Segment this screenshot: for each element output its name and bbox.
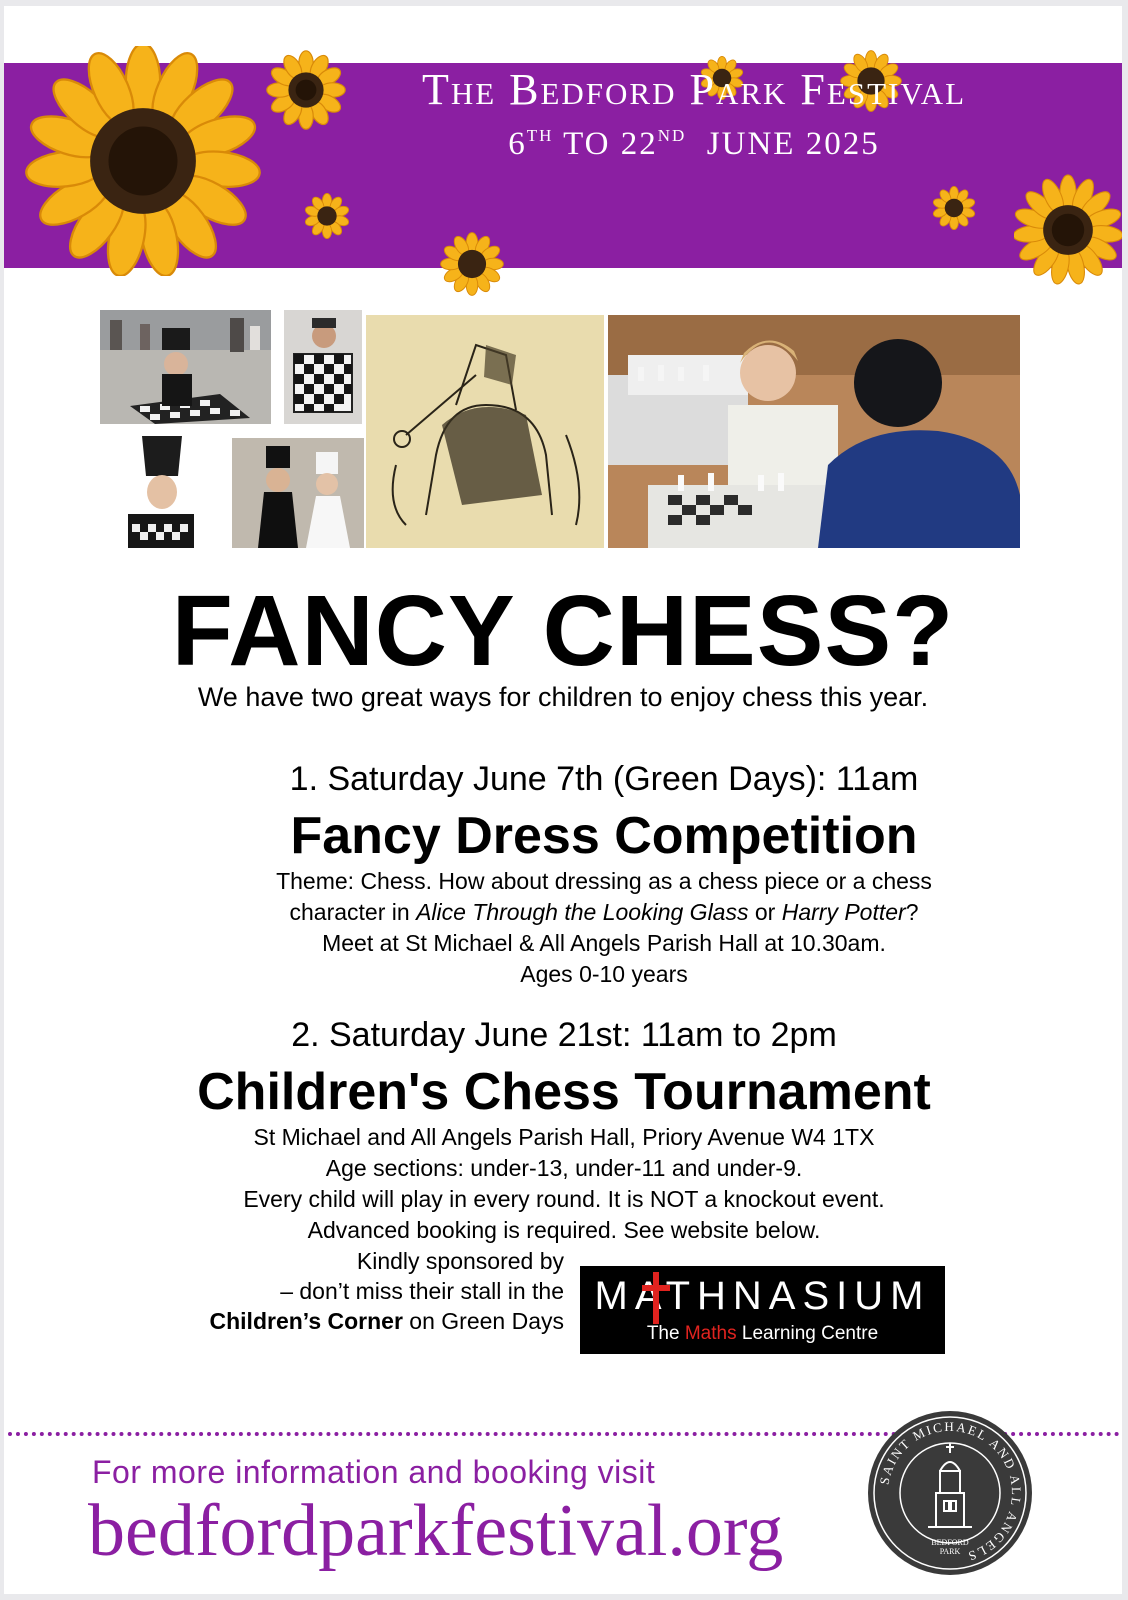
event1-title: Fancy Dress Competition [290,807,918,865]
photo-white-knight-illustration [366,315,604,548]
footer-info-text: For more information and booking visit [92,1454,656,1490]
event1-desc-line: Meet at St Michael & All Angels Parish Hall at 10.30am. [322,930,886,956]
photo-children-playing-chess [608,315,1020,548]
sponsor-line: – don’t miss their stall in the [280,1278,564,1304]
logo-plus-icon [636,1268,676,1328]
photo-chess-parade [100,310,271,424]
church-seal-icon [866,1409,1034,1577]
photo-chessboard-costume [284,310,362,424]
headline: FANCY CHESS? [171,575,955,687]
sunflower-icon [440,232,504,296]
logo-tagline: The Maths Learning Centre [646,1323,879,1344]
photo-king-queen-costumes [232,438,364,548]
event1-desc-line: character in Alice Through the Looking Glass or Harry Potter? [289,899,919,925]
event2-desc-line: Advanced booking is required. See website below. [307,1217,821,1243]
seal-bottom-text: BEDFORD [931,1538,969,1547]
sponsor-text [124,1246,564,1336]
sponsor-line: Kindly sponsored by [356,1248,564,1274]
seal-ring-text: SAINT MICHAEL AND ALL ANGELS [876,1418,1025,1565]
poster [4,6,1122,1594]
sunflower-icon [932,186,976,230]
event1-description [164,866,1044,990]
sponsor-line: Children’s Corner on Green Days [209,1308,564,1334]
event2-title: Children's Chess Tournament [197,1063,931,1121]
event2-desc-line: St Michael and All Angels Parish Hall, Priory Avenue W4 1TX [253,1124,875,1150]
event2-desc-line: Age sections: under-13, under-11 and under-9. [325,1155,803,1181]
festival-dates: 6TH TO 22ND JUNE 2025 [508,126,880,162]
festival-title: The Bedford Park Festival [421,65,967,114]
festival-website-link[interactable]: bedfordparkfestival.org [88,1490,784,1572]
sunflower-icon [304,193,350,239]
sunflower-icon [24,46,262,276]
intro-text: We have two great ways for children to enjoy chess this year. [197,682,929,712]
event2-description [124,1122,1004,1246]
sunflower-icon [1014,168,1122,292]
sunflower-icon [266,50,346,130]
event1-desc-line: Theme: Chess. How about dressing as a chess piece or a chess [276,868,932,894]
seal-bottom-text: PARK [939,1547,961,1556]
event2-when: 2. Saturday June 21st: 11am to 2pm [291,1016,837,1054]
logo-wordmark: MATHNASIUM [594,1274,931,1318]
event2-desc-line: Every child will play in every round. It is NOT a knockout event. [243,1186,885,1212]
mathnasium-logo [580,1266,945,1354]
photo-rook-costume-boy [124,436,198,548]
event1-when: 1. Saturday June 7th (Green Days): 11am [289,760,919,798]
event1-desc-line: Ages 0-10 years [520,961,688,987]
